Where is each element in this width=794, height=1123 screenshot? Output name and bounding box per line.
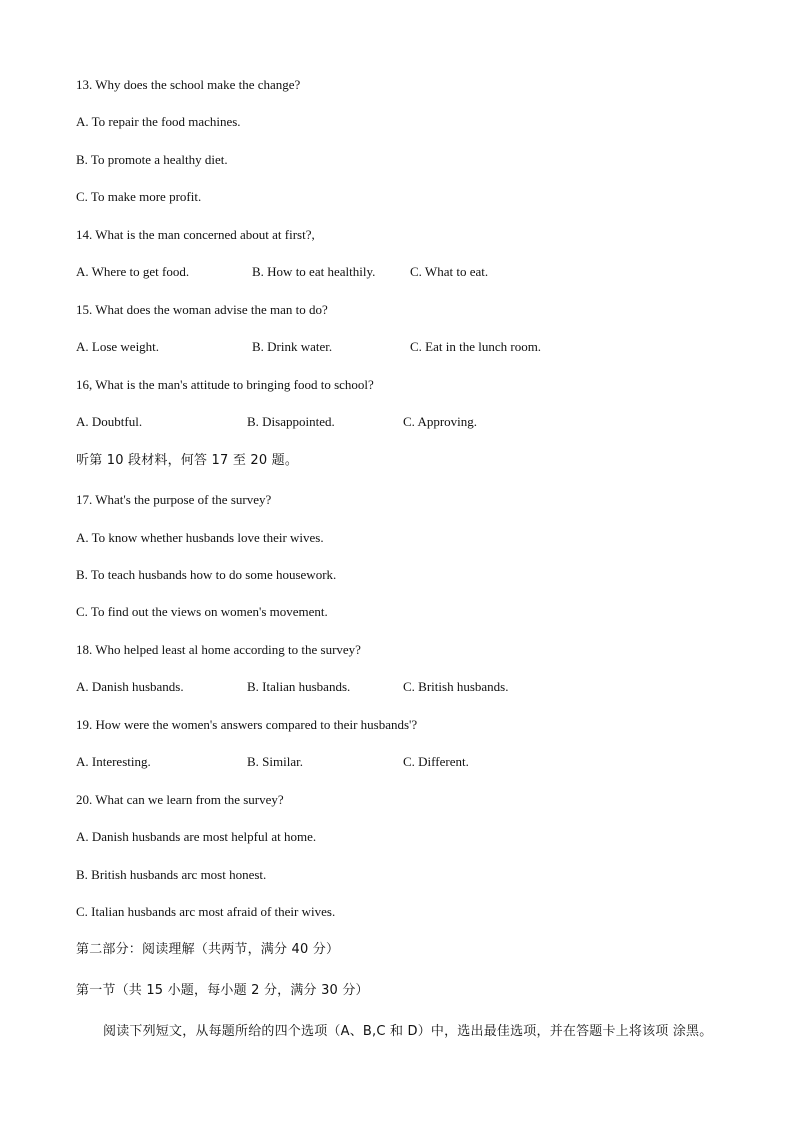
q18-option-a: A. Danish husbands. bbox=[76, 679, 184, 694]
question-16: 16, What is the man's attitude to bringing food to school? bbox=[76, 377, 374, 392]
question-19: 19. How were the women's answers compared to their husbands'? bbox=[76, 717, 418, 732]
q18-option-b: B. Italian husbands. bbox=[247, 679, 351, 694]
q20-option-c: C. Italian husbands arc most afraid of their wives. bbox=[76, 904, 336, 919]
section-10-instruction: 听第 10 段材料，何答 17 至 20 题。 bbox=[76, 453, 299, 468]
q16-option-a: A. Doubtful. bbox=[76, 414, 143, 429]
q19-option-c: C. Different. bbox=[403, 754, 469, 769]
q20-option-b: B. British husbands arc most honest. bbox=[76, 867, 267, 882]
question-20: 20. What can we learn from the survey? bbox=[76, 792, 284, 807]
question-15: 15. What does the woman advise the man to do? bbox=[76, 302, 328, 317]
q15-option-a: A. Lose weight. bbox=[76, 339, 160, 354]
q17-option-c: C. To find out the views on women's movement. bbox=[76, 604, 328, 619]
q15-option-b: B. Drink water. bbox=[252, 339, 333, 354]
q19-option-b: B. Similar. bbox=[247, 754, 303, 769]
q16-option-c: C. Approving. bbox=[403, 414, 478, 429]
question-14: 14. What is the man concerned about at first?, bbox=[76, 227, 315, 242]
q13-option-c: C. To make more profit. bbox=[76, 189, 202, 204]
q14-option-c: C. What to eat. bbox=[410, 264, 489, 279]
question-17: 17. What's the purpose of the survey? bbox=[76, 492, 272, 507]
q19-option-a: A. Interesting. bbox=[76, 754, 151, 769]
q13-option-a: A. To repair the food machines. bbox=[76, 114, 241, 129]
q15-option-c: C. Eat in the lunch room. bbox=[410, 339, 542, 354]
q18-option-c: C. British husbands. bbox=[403, 679, 509, 694]
q13-option-b: B. To promote a healthy diet. bbox=[76, 152, 228, 167]
question-18: 18. Who helped least al home according to the survey? bbox=[76, 642, 361, 657]
reading-instructions: 阅读下列短文，从每题所给的四个选项（A、B,C 和 D）中，选出最佳选项，并在答题卡上将该项 涂黑。 bbox=[103, 1024, 713, 1039]
q14-option-b: B. How to eat healthily. bbox=[252, 264, 376, 279]
section-1-heading: 第一节（共 15 小题，每小题 2 分，满分 30 分） bbox=[76, 983, 369, 998]
question-13: 13. Why does the school make the change? bbox=[76, 77, 301, 92]
q17-option-a: A. To know whether husbands love their wives. bbox=[76, 530, 324, 545]
part-2-heading: 第二部分：阅读理解（共两节，满分 40 分） bbox=[76, 942, 340, 957]
q17-option-b: B. To teach husbands how to do some housework. bbox=[76, 567, 337, 582]
q20-option-a: A. Danish husbands are most helpful at home. bbox=[76, 829, 317, 844]
q14-option-a: A. Where to get food. bbox=[76, 264, 190, 279]
q16-option-b: B. Disappointed. bbox=[247, 414, 335, 429]
